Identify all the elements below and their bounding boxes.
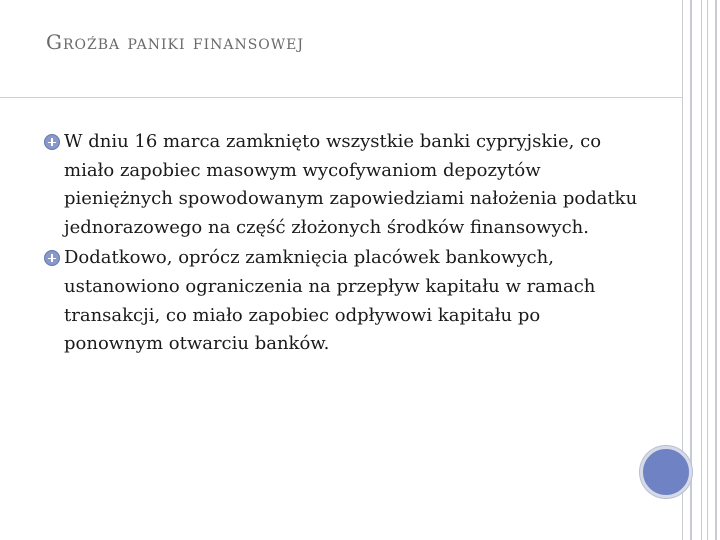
slide-title — [46, 30, 304, 54]
slide-title-initial: G — [46, 30, 63, 54]
bullet-item — [44, 244, 644, 358]
decorative-vertical-line — [701, 0, 702, 540]
bullet-item — [44, 128, 644, 242]
bullet-list — [44, 128, 644, 361]
bullet-text: W dniu 16 marca zamknięto wszystkie banki cypryjskie, co miało zapobiec masowym wycofywaniom depozytów pieniężnych spowodowanym zapowiedziami nałożenia podatku jednorazowego na część złożonych środków finansowych. — [64, 131, 638, 238]
title-divider — [0, 97, 682, 98]
bullet-text: Dodatkowo, oprócz zamknięcia placówek bankowych, ustanowiono ograniczenia na przepływ kapitału w ramach transakcji, co miało zapobiec odpływowi kapitału po ponownym otwarciu banków. — [64, 247, 596, 355]
decorative-vertical-line — [715, 0, 717, 540]
decorative-circle-icon — [640, 446, 692, 498]
plus-circle-icon — [44, 250, 60, 266]
decorative-vertical-line — [707, 0, 708, 540]
slide-title-rest: roźba paniki finansowej — [62, 30, 305, 54]
decorative-vertical-line — [690, 0, 692, 540]
plus-circle-icon — [44, 134, 60, 150]
